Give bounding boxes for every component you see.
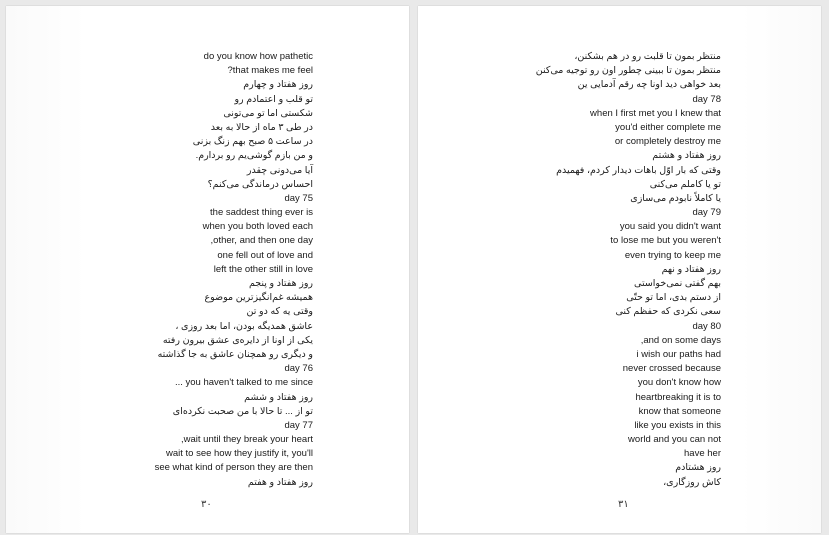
text-line: ,and on some days bbox=[640, 334, 721, 346]
text-line: day 79 bbox=[692, 207, 721, 219]
text-line: see what kind of person they are then bbox=[154, 462, 313, 474]
text-line: ... you haven't talked to me since bbox=[174, 377, 313, 389]
text-line: و من بازم گوشی‌یم رو بردارم. bbox=[195, 150, 313, 162]
text-line: وقتی یه که دو تن bbox=[246, 306, 313, 318]
text-line: you don't know how bbox=[637, 377, 721, 389]
text-line: ,other, and then one day bbox=[210, 235, 313, 247]
text-line: when I first met you I knew that bbox=[590, 107, 721, 119]
text-line: i wish our paths had bbox=[636, 348, 721, 360]
text-line: ?that makes me feel bbox=[227, 65, 313, 77]
text-line: وقتی که بار اوّل باهات دیدار کردم، فهمیدم bbox=[556, 164, 721, 176]
text-line: have her bbox=[684, 448, 721, 460]
page-gutter-shade bbox=[741, 6, 821, 533]
text-line: the saddest thing ever is bbox=[210, 207, 313, 219]
text-line: do you know how pathetic bbox=[203, 51, 313, 62]
text-line: عاشق همدیگه بودن، اما بعد روزی ، bbox=[175, 320, 313, 332]
text-line: تو از ... تا حالا با من صحبت نکرده‌ای bbox=[172, 405, 313, 417]
text-line: one fell out of love and bbox=[217, 249, 313, 261]
text-line: day 80 bbox=[692, 320, 721, 332]
text-line: heartbreaking it is to bbox=[635, 391, 721, 403]
text-line: روز هفتاد و پنجم bbox=[248, 278, 313, 289]
text-line: یا کاملاً نابودم می‌سازی bbox=[630, 192, 721, 204]
left-page bbox=[6, 6, 409, 533]
text-line: you said you didn't want bbox=[619, 221, 721, 233]
text-line: like you exists in this bbox=[634, 419, 721, 431]
right-page-text bbox=[421, 50, 721, 490]
text-line: day 77 bbox=[284, 419, 313, 431]
left-page-text bbox=[13, 50, 313, 490]
text-line: روز هفتاد و هشتم bbox=[652, 150, 721, 162]
text-line: even trying to keep me bbox=[624, 249, 721, 261]
text-line: و دیگری رو همچنان عاشق به جا گذاشته bbox=[157, 348, 313, 360]
text-line: know that someone bbox=[638, 405, 721, 417]
text-line: left the other still in love bbox=[213, 263, 313, 275]
text-line: تو یا کاملم می‌کنی bbox=[649, 178, 721, 190]
text-line: روز هفتاد و نهم bbox=[661, 263, 721, 275]
text-line: when you both loved each bbox=[202, 221, 313, 233]
right-page-number: ۳۱ bbox=[618, 499, 629, 510]
text-line: آیا می‌دونی چقدر bbox=[246, 164, 313, 176]
text-line: تو قلب و اعتمادم رو bbox=[234, 93, 313, 105]
right-page bbox=[418, 6, 821, 533]
text-line: day 75 bbox=[284, 192, 313, 204]
text-line: روز هفتاد و چهارم bbox=[243, 79, 313, 91]
text-line: day 76 bbox=[284, 363, 313, 375]
text-line: در طی ۳ ماه از حالا به بعد bbox=[210, 121, 313, 133]
left-page-number: ۳۰ bbox=[201, 499, 212, 510]
text-line: wait to see how they justify it, you'll bbox=[165, 448, 313, 460]
text-line: بهم گفتی نمی‌خواستی bbox=[634, 278, 721, 289]
text-line: از دستم بدی، اما تو حتّی bbox=[626, 292, 721, 304]
text-line: روز هفتاد و ششم bbox=[244, 391, 313, 403]
text-line: احساس درماندگی می‌کنم؟ bbox=[207, 178, 313, 190]
text-line: در ساعت ۵ صبح بهم زنگ بزنی bbox=[192, 136, 313, 148]
text-line: day 78 bbox=[692, 93, 721, 105]
text-line: بعد خواهی دید اونا چه رقم آدمایی ین bbox=[577, 79, 721, 91]
text-line: you'd either complete me bbox=[615, 121, 721, 133]
text-line: کاش روزگاری، bbox=[663, 476, 721, 488]
text-line: to lose me but you weren't bbox=[610, 235, 721, 247]
text-line: ,wait until they break your heart bbox=[180, 434, 313, 446]
text-line: or completely destroy me bbox=[614, 136, 721, 148]
text-line: یکی از اونا از دایره‌ی عشق بیرون رفته bbox=[162, 334, 313, 346]
text-line: سعی نکردی که حفظم کنی bbox=[615, 306, 721, 318]
text-line: شکستی اما تو می‌تونی bbox=[223, 107, 313, 119]
text-line: منتظر بمون تا ببینی چطور اون رو توجیه می‌کنن bbox=[535, 65, 721, 77]
text-line: روز هشتادم bbox=[675, 462, 721, 474]
text-line: never crossed because bbox=[622, 363, 721, 375]
text-line: همیشه غم‌انگیزترین موضوع bbox=[204, 292, 313, 304]
text-line: روز هفتاد و هفتم bbox=[247, 476, 313, 488]
text-line: منتظر بمون تا قلبت رو در هم بشکنن، bbox=[574, 51, 721, 62]
text-line: world and you can not bbox=[628, 434, 721, 446]
